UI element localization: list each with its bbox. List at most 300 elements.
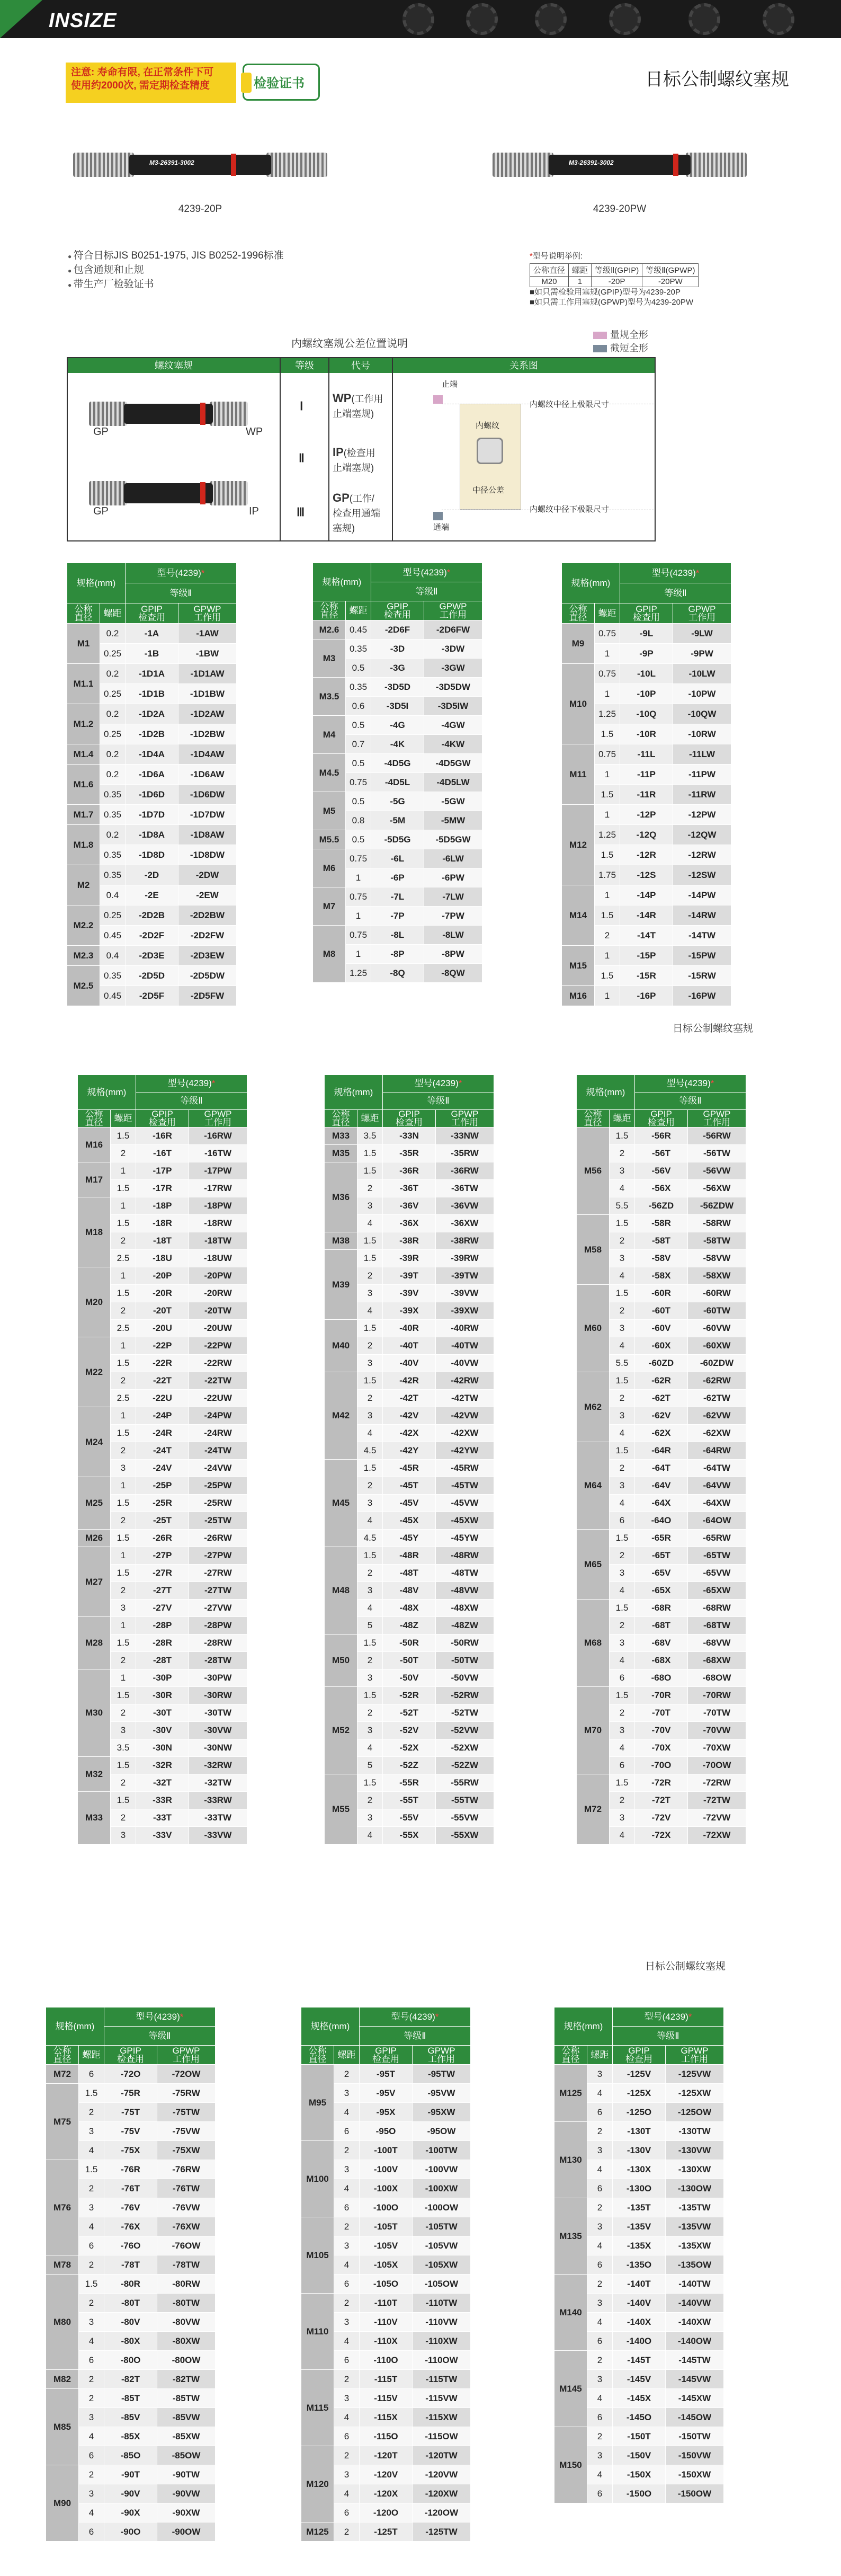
pitch-cell: 5 [357, 1617, 383, 1635]
pitch-cell: 2 [334, 2294, 360, 2313]
table-row [46, 2160, 216, 2179]
gpwp-cell: -120OW [413, 2503, 471, 2522]
pitch-cell: 6 [610, 1757, 635, 1774]
pitch-cell: 0.45 [346, 620, 371, 639]
gpip-cell: -115V [360, 2389, 413, 2408]
gpip-cell: -30T [136, 1704, 189, 1722]
pitch-cell: 1.5 [610, 1687, 635, 1704]
pitch-cell: 0.2 [100, 704, 126, 724]
gpip-cell: -70T [635, 1704, 688, 1722]
gpwp-cell: -45TW [436, 1477, 494, 1495]
pitch-cell: 2 [334, 2217, 360, 2236]
gpwp-cell: -36RW [436, 1162, 494, 1180]
pitch-header: 螺距 [334, 2046, 360, 2065]
gpip-cell: -20R [136, 1285, 189, 1302]
gpwp-cell: -68TW [688, 1617, 746, 1635]
gpwp-cell: -18RW [189, 1215, 247, 1232]
gpwp-cell: -72XW [688, 1827, 746, 1844]
pitch-cell: 2 [610, 1232, 635, 1250]
size-header: 规格(mm) [554, 2007, 613, 2046]
gpwp-cell: -22TW [189, 1372, 247, 1390]
pitch-cell: 3 [79, 2313, 104, 2332]
pitch-cell: 6 [334, 2275, 360, 2294]
pitch-cell: 1 [111, 1617, 136, 1635]
pitch-cell: 0.7 [346, 735, 371, 754]
pitch-cell: 4 [610, 1337, 635, 1355]
pitch-cell: 6 [610, 1512, 635, 1530]
gpwp-cell: -95VW [413, 2084, 471, 2103]
gpwp-cell: -125TW [413, 2522, 471, 2542]
gpip-cell: -135V [613, 2217, 666, 2236]
gpwp-cell: -52ZW [436, 1757, 494, 1774]
gpip-cell: -32R [136, 1757, 189, 1774]
size-cell: M33 [78, 1792, 111, 1844]
gpwp-cell: -18UW [189, 1250, 247, 1267]
gpwp-cell: -2D3EW [178, 946, 237, 966]
gpip-cell: -9P [620, 644, 673, 664]
pitch-cell: 0.4 [100, 885, 126, 905]
tolerance-diagram [67, 357, 656, 541]
gpwp-cell: -60VW [688, 1320, 746, 1337]
gpwp-cell: -80VW [157, 2313, 216, 2332]
gpip-cell: -1D2A [126, 704, 178, 724]
table-row [577, 1127, 746, 1145]
legend-item [593, 328, 648, 342]
gpip-cell: -76T [104, 2179, 157, 2198]
gpip-cell: -35R [383, 1145, 436, 1162]
pitch-cell: 1 [111, 1477, 136, 1495]
pitch-cell: 3 [610, 1477, 635, 1495]
pitch-cell: 0.5 [346, 830, 371, 849]
gpwp-cell: -90OW [157, 2522, 216, 2542]
gpip-cell: -4K [371, 735, 424, 754]
size-cell: M4.5 [313, 754, 346, 792]
pitch-cell: 4 [610, 1267, 635, 1285]
pitch-cell: 3 [79, 2122, 104, 2141]
table-row [577, 1530, 746, 1547]
pitch-cell: 4 [587, 2084, 613, 2103]
pitch-header: 螺距 [357, 1110, 383, 1127]
table-row [46, 2370, 216, 2389]
thread-label: 内螺纹 [476, 421, 500, 430]
gpip-cell: -28T [136, 1652, 189, 1669]
gpwp-cell: -70TW [688, 1704, 746, 1722]
gpip-cell: -125O [613, 2103, 666, 2122]
pitch-cell: 3 [111, 1600, 136, 1617]
gpip-cell: -36X [383, 1215, 436, 1232]
pitch-cell: 4 [334, 2332, 360, 2351]
pitch-cell: 4 [357, 1425, 383, 1442]
gauge-label: GP [93, 505, 109, 517]
gpip-cell: -72V [635, 1809, 688, 1827]
gpip-cell: -145T [613, 2351, 666, 2370]
gpip-cell: -76X [104, 2217, 157, 2236]
table-row [46, 2255, 216, 2275]
pitch-cell: 2 [610, 1145, 635, 1162]
pitch-cell: 3 [334, 2389, 360, 2408]
size-cell: M5 [313, 792, 346, 830]
gpwp-cell: -50RW [436, 1635, 494, 1652]
gpip-cell: -36T [383, 1180, 436, 1197]
gpwp-cell: -100OW [413, 2198, 471, 2217]
size-cell: M3.5 [313, 678, 346, 716]
gpip-cell: -5D5G [371, 830, 424, 849]
pitch-cell: 3 [610, 1407, 635, 1425]
gpip-cell: -80V [104, 2313, 157, 2332]
gpwp-cell: -72RW [688, 1774, 746, 1792]
gpwp-cell: -55TW [436, 1792, 494, 1809]
pitch-cell: 1.5 [595, 845, 620, 865]
gpwp-cell: -15PW [673, 946, 731, 966]
pitch-cell: 5.5 [610, 1355, 635, 1372]
gpip-cell: -76O [104, 2236, 157, 2255]
pitch-cell: 2 [334, 2446, 360, 2465]
pitch-cell: 1.5 [595, 785, 620, 805]
table-row [313, 754, 482, 773]
size-cell: M16 [562, 986, 595, 1006]
gear-icon [688, 3, 720, 35]
table-row [325, 1687, 494, 1704]
gpip-cell: -3D5D [371, 678, 424, 697]
gpip-cell: -115O [360, 2427, 413, 2446]
gpip-cell: -70X [635, 1739, 688, 1757]
gpwp-cell: -33VW [189, 1827, 247, 1844]
model-header: 型号(4239)* [126, 563, 237, 583]
gpwp-cell: -6PW [424, 868, 482, 887]
gpwp-cell: -65VW [688, 1565, 746, 1582]
pitch-cell: 2 [357, 1337, 383, 1355]
pitch-cell: 6 [79, 2351, 104, 2370]
gauge-label: IP [249, 505, 259, 517]
gpwp-cell: -52VW [436, 1722, 494, 1739]
pitch-cell: 2 [334, 2141, 360, 2160]
gpip-cell: -1D2B [126, 724, 178, 744]
gpip-cell: -3D [371, 639, 424, 659]
gpwp-cell: -130TW [666, 2122, 724, 2141]
gpip-cell: -6P [371, 868, 424, 887]
gpip-cell: -24T [136, 1442, 189, 1460]
gpip-cell: -58R [635, 1215, 688, 1232]
pitch-cell: 6 [79, 2522, 104, 2542]
gpwp-cell: -12QW [673, 825, 731, 845]
feature-list [68, 249, 284, 292]
gpip-cell: -22P [136, 1337, 189, 1355]
pitch-cell: 0.25 [100, 724, 126, 744]
gpip-cell: -52X [383, 1739, 436, 1757]
table-row [313, 887, 482, 907]
table-row [78, 1757, 247, 1774]
gpwp-cell: -75XW [157, 2141, 216, 2160]
gpwp-cell: -12PW [673, 805, 731, 825]
pitch-cell: 3 [111, 1460, 136, 1477]
gpwp-cell: -80RW [157, 2275, 216, 2294]
gpip-cell: -95X [360, 2103, 413, 2122]
gpip-cell: -120V [360, 2465, 413, 2484]
size-header: 规格(mm) [562, 563, 620, 603]
gpip-cell: -64V [635, 1477, 688, 1495]
gear-icon [466, 3, 498, 35]
product-caption: 4239-20P [178, 203, 222, 215]
size-cell: M125 [554, 2065, 587, 2122]
size-cell: M22 [78, 1337, 111, 1407]
gpwp-cell: -10RW [673, 724, 731, 744]
table-row [325, 1162, 494, 1180]
gpwp-cell: -95TW [413, 2065, 471, 2084]
gpip-cell: -100V [360, 2160, 413, 2179]
table-row [78, 1530, 247, 1547]
example-cell: 1 [569, 277, 592, 287]
gpwp-cell: -56XW [688, 1180, 746, 1197]
gpwp-cell: -45VW [436, 1495, 494, 1512]
pitch-cell: 0.2 [100, 664, 126, 684]
size-cell: M120 [301, 2446, 334, 2522]
size-cell: M15 [562, 946, 595, 986]
gpwp-cell: -27PW [189, 1547, 247, 1565]
gpip-cell: -52T [383, 1704, 436, 1722]
gpwp-cell: -56RW [688, 1127, 746, 1145]
gpip-cell: -6L [371, 849, 424, 868]
model-header: 型号(4239)* [104, 2007, 216, 2027]
notice-line: 使用约2000次, 需定期检查精度 [71, 80, 210, 91]
gpip-cell: -64R [635, 1442, 688, 1460]
gpip-cell: -50R [383, 1635, 436, 1652]
gpwp-cell: -120TW [413, 2446, 471, 2465]
gpwp-cell: -24RW [189, 1425, 247, 1442]
pitch-cell: 3 [610, 1250, 635, 1267]
pitch-cell: 0.5 [346, 716, 371, 735]
gpwp-cell: -30VW [189, 1722, 247, 1739]
gpip-cell: -75T [104, 2103, 157, 2122]
notice-box [66, 63, 236, 103]
gpip-cell: -8L [371, 926, 424, 945]
example-header: 螺距 [569, 264, 592, 277]
pitch-cell: 2 [357, 1652, 383, 1669]
size-cell: M100 [301, 2141, 334, 2217]
certificate-icon [241, 73, 252, 93]
gpwp-cell: -60RW [688, 1285, 746, 1302]
pitch-cell: 2 [79, 2255, 104, 2275]
gpwp-header: GPWP 工作用 [673, 603, 731, 624]
gpip-cell: -140V [613, 2294, 666, 2313]
gpip-cell: -55T [383, 1792, 436, 1809]
pitch-cell: 0.35 [346, 639, 371, 659]
table-row [301, 2141, 471, 2160]
gpwp-cell: -2D6FW [424, 620, 482, 639]
gpip-cell: -33R [136, 1792, 189, 1809]
gpwp-cell: -48XW [436, 1600, 494, 1617]
pitch-cell: 2 [111, 1442, 136, 1460]
code-wp: WP(工作用 止端塞规) [333, 392, 383, 419]
pitch-cell: 1 [111, 1337, 136, 1355]
example-header: 等级Ⅱ(GPWP) [642, 264, 699, 277]
gpwp-cell: -80XW [157, 2332, 216, 2351]
gpip-cell: -24R [136, 1425, 189, 1442]
gpip-cell: -4G [371, 716, 424, 735]
table-row [67, 744, 237, 765]
gpwp-cell: -28PW [189, 1617, 247, 1635]
spec-table [576, 1074, 746, 1844]
gpip-cell: -125T [360, 2522, 413, 2542]
gpip-cell: -100X [360, 2179, 413, 2198]
gpwp-cell: -33NW [436, 1127, 494, 1145]
size-cell: M115 [301, 2370, 334, 2446]
table-row [78, 1477, 247, 1495]
pitch-cell: 0.35 [100, 845, 126, 865]
nut-icon [477, 438, 503, 464]
size-header: 规格(mm) [325, 1075, 383, 1110]
size-cell: M6 [313, 849, 346, 887]
gpwp-cell: -140OW [666, 2332, 724, 2351]
certificate-badge [243, 64, 320, 101]
size-cell: M62 [577, 1372, 610, 1442]
table-row [313, 849, 482, 868]
pitch-cell: 1.5 [595, 905, 620, 926]
grade-header: 等级Ⅱ [620, 583, 731, 603]
gpwp-cell: -32TW [189, 1774, 247, 1792]
size-cell: M65 [577, 1530, 610, 1600]
pitch-cell: 4 [79, 2217, 104, 2236]
pitch-cell: 3 [357, 1722, 383, 1739]
pitch-cell: 0.35 [100, 785, 126, 805]
pitch-cell: 3.5 [111, 1739, 136, 1757]
pitch-cell: 4 [357, 1512, 383, 1530]
gpwp-cell: -6LW [424, 849, 482, 868]
table-row [301, 2370, 471, 2389]
gpip-header: GPIP 检查用 [126, 603, 178, 624]
gpwp-cell: -90TW [157, 2465, 216, 2484]
pitch-cell: 2 [587, 2122, 613, 2141]
certificate-label: 检验证书 [254, 76, 305, 91]
gpip-cell: -68R [635, 1600, 688, 1617]
gpip-cell: -75V [104, 2122, 157, 2141]
gpip-cell: -5M [371, 811, 424, 830]
gpwp-cell: -27TW [189, 1582, 247, 1600]
pitch-cell: 1.5 [357, 1547, 383, 1565]
gpip-cell: -45V [383, 1495, 436, 1512]
gpwp-cell: -60TW [688, 1302, 746, 1320]
gpip-cell: -58T [635, 1232, 688, 1250]
table-row [562, 664, 731, 684]
grade-header: 等级Ⅱ [383, 1092, 494, 1110]
pitch-cell: 0.5 [346, 659, 371, 678]
pitch-cell: 2 [610, 1460, 635, 1477]
table-row [562, 885, 731, 905]
gpwp-cell: -1D2AW [178, 704, 237, 724]
pitch-cell: 0.2 [100, 825, 126, 845]
size-cell: M1.1 [67, 664, 100, 704]
gpip-cell: -64T [635, 1460, 688, 1477]
size-cell: M125 [301, 2522, 334, 2542]
gpwp-cell: -125XW [666, 2084, 724, 2103]
gpip-cell: -12P [620, 805, 673, 825]
pitch-cell: 0.35 [100, 966, 126, 986]
gpip-cell: -82T [104, 2370, 157, 2389]
gpip-cell: -105O [360, 2275, 413, 2294]
table-row [67, 624, 237, 644]
gpip-cell: -38R [383, 1232, 436, 1250]
gpwp-cell: -60ZDW [688, 1355, 746, 1372]
size-cell: M140 [554, 2275, 587, 2351]
gpwp-cell: -30RW [189, 1687, 247, 1704]
size-cell: M56 [577, 1127, 610, 1215]
gpip-cell: -2D2B [126, 905, 178, 926]
gpwp-cell: -110OW [413, 2351, 471, 2370]
pitch-cell: 1.25 [346, 964, 371, 983]
pitch-cell: 0.75 [346, 849, 371, 868]
pitch-cell: 1.5 [111, 1757, 136, 1774]
gpwp-cell: -85XW [157, 2427, 216, 2446]
pitch-cell: 1 [111, 1547, 136, 1565]
pitch-cell: 6 [587, 2408, 613, 2427]
gpwp-cell: -16PW [673, 986, 731, 1006]
gpip-cell: -33T [136, 1809, 189, 1827]
size-cell: M30 [78, 1669, 111, 1757]
gpwp-cell: -115OW [413, 2427, 471, 2446]
pitch-cell: 4 [587, 2160, 613, 2179]
gpwp-cell: -135VW [666, 2217, 724, 2236]
pitch-cell: 0.8 [346, 811, 371, 830]
pitch-cell: 1.5 [357, 1145, 383, 1162]
pitch-cell: 1 [595, 684, 620, 704]
size-cell: M55 [325, 1774, 357, 1844]
pitch-cell: 0.4 [100, 946, 126, 966]
gpwp-cell: -70RW [688, 1687, 746, 1704]
gpwp-cell: -39VW [436, 1285, 494, 1302]
gpwp-cell: -25PW [189, 1477, 247, 1495]
size-cell: M68 [577, 1600, 610, 1687]
pitch-cell: 1.5 [79, 2160, 104, 2179]
table-row [301, 2065, 471, 2084]
pitch-cell: 3 [610, 1722, 635, 1739]
pitch-cell: 2 [111, 1512, 136, 1530]
gpwp-cell: -1D1BW [178, 684, 237, 704]
gpip-header: GPIP 检查用 [360, 2046, 413, 2065]
gpip-cell: -45T [383, 1477, 436, 1495]
gpip-cell: -72T [635, 1792, 688, 1809]
gpip-cell: -52V [383, 1722, 436, 1739]
pitch-cell: 1.5 [111, 1530, 136, 1547]
gpwp-cell: -95XW [413, 2103, 471, 2122]
gpip-cell: -62R [635, 1372, 688, 1390]
gauge-image [89, 479, 248, 500]
table-row [554, 2198, 724, 2217]
size-cell: M2.2 [67, 905, 100, 946]
gpwp-cell: -40RW [436, 1320, 494, 1337]
gpwp-cell: -64XW [688, 1495, 746, 1512]
gpwp-cell: -40TW [436, 1337, 494, 1355]
pitch-cell: 1 [595, 946, 620, 966]
gpip-cell: -100O [360, 2198, 413, 2217]
gpip-cell: -56V [635, 1162, 688, 1180]
go-end-marker [433, 512, 443, 520]
pitch-cell: 2 [79, 2389, 104, 2408]
gpwp-cell: -82TW [157, 2370, 216, 2389]
pitch-cell: 4 [357, 1827, 383, 1844]
size-header: 规格(mm) [78, 1075, 136, 1110]
gpwp-cell: -36XW [436, 1215, 494, 1232]
gpwp-cell: -1D6DW [178, 785, 237, 805]
pitch-cell: 1 [111, 1267, 136, 1285]
gpwp-cell: -62RW [688, 1372, 746, 1390]
gpwp-cell: -1D1AW [178, 664, 237, 684]
gpip-cell: -130V [613, 2141, 666, 2160]
footer-label: 日标公制螺纹塞规 [673, 1023, 754, 1034]
gpwp-cell: -7LW [424, 887, 482, 907]
pitch-header: 螺距 [79, 2046, 104, 2065]
gpwp-cell: -42XW [436, 1425, 494, 1442]
pitch-cell: 0.5 [346, 792, 371, 811]
pitch-cell: 1.5 [111, 1355, 136, 1372]
